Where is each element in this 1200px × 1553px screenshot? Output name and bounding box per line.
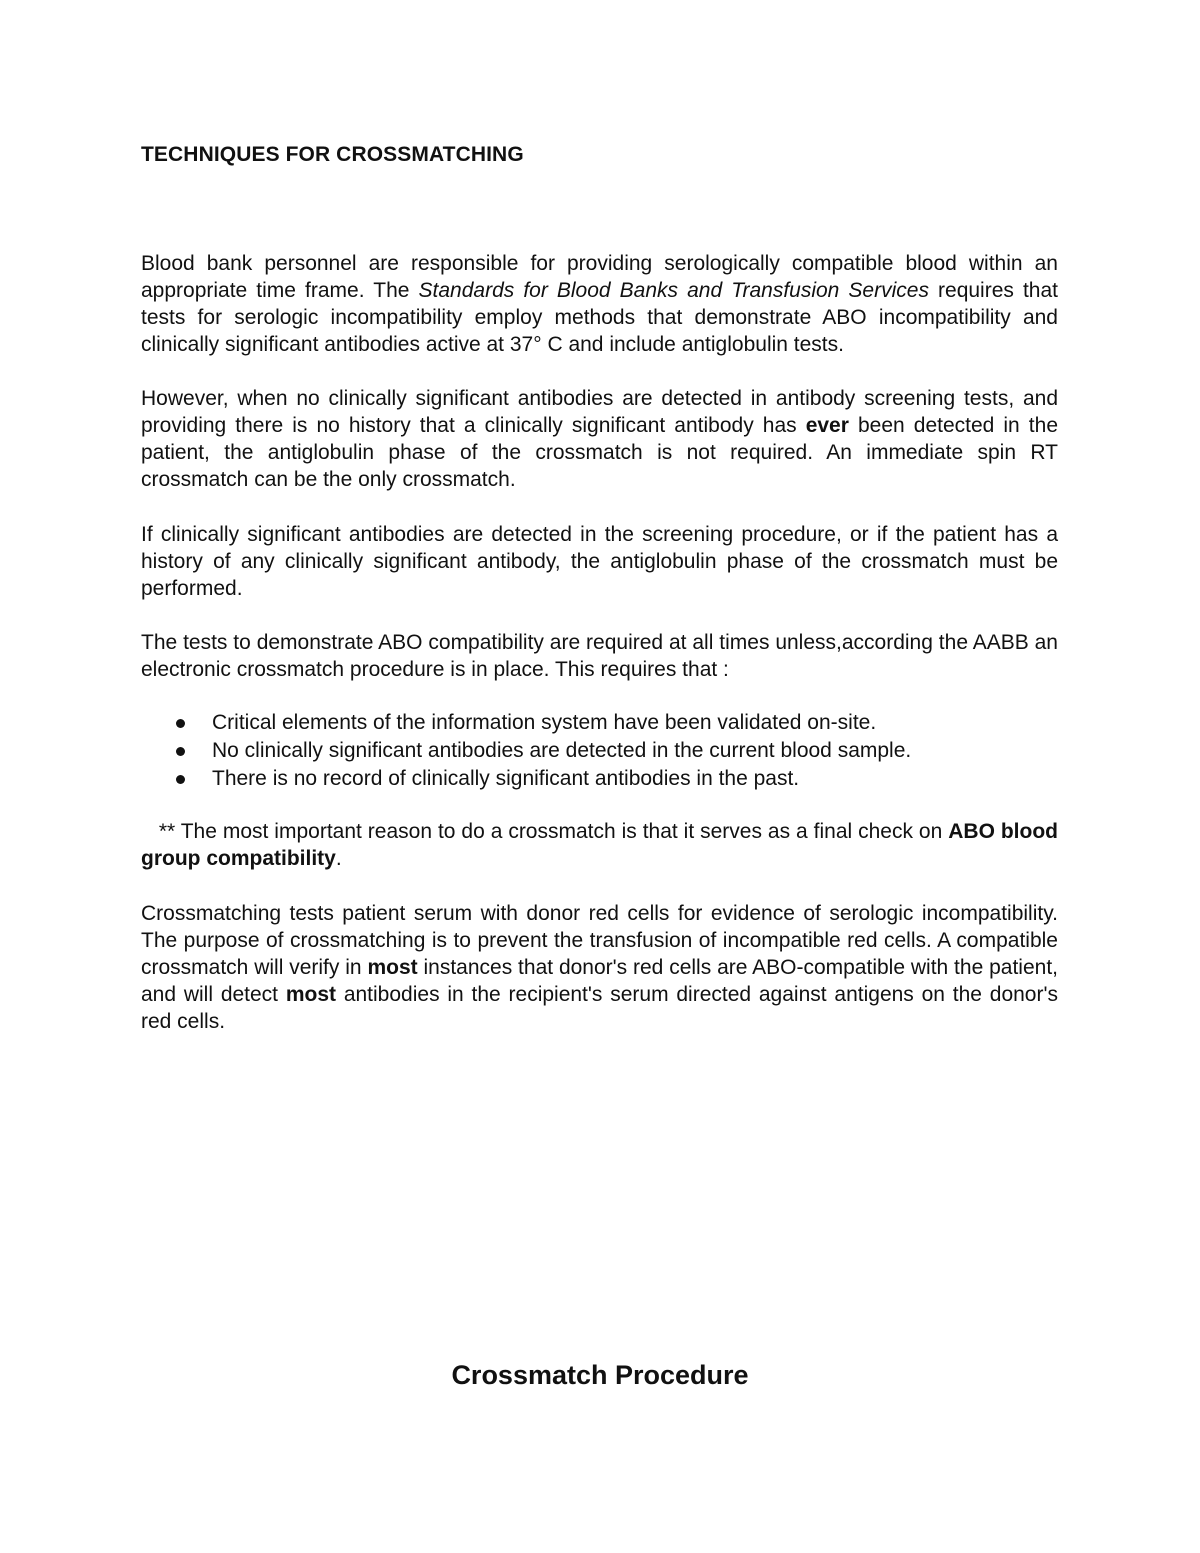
paragraph-final-check xyxy=(141,818,1064,872)
list-item-text: There is no record of clinically significant antibodies in the past. xyxy=(212,767,800,790)
requirements-list xyxy=(141,709,1058,793)
paragraph-text: been detected in the patient, the antiglobulin phase of the crossmatch is not required. An immediate spin RT crossmatch can be the only crossmatch. xyxy=(141,414,1058,491)
list-item xyxy=(141,737,1058,765)
paragraph-text: antibodies in the recipient's serum directed against antigens on the donor's red cells. xyxy=(141,983,1058,1033)
paragraph-text: ** The most important reason to do a crossmatch is that it serves as a final check on xyxy=(141,820,949,843)
paragraph-text: Blood bank personnel are responsible for providing serologically compatible blood within an appropriate time frame. The xyxy=(141,252,1058,302)
document-title: TECHNIQUES FOR CROSSMATCHING xyxy=(141,143,524,166)
list-item-text: No clinically significant antibodies are detected in the current blood sample. xyxy=(212,739,912,762)
paragraph-text: instances that donor's red cells are ABO-compatible with the patient, and will detect xyxy=(141,956,1058,1006)
paragraph-abo-compatibility: The tests to demonstrate ABO compatibility are required at all times unless,according the AABB an electronic crossmatch procedure is in place. This requires that : xyxy=(141,631,1058,681)
paragraph-standards xyxy=(141,250,1058,358)
standards-title-italic: Standards for Blood Banks and Transfusion Services xyxy=(418,279,929,302)
bullet-icon xyxy=(176,775,185,784)
paragraph-no-antibodies xyxy=(141,385,1058,493)
list-item xyxy=(141,709,1058,737)
paragraph-text: . xyxy=(335,847,342,870)
section-title: Crossmatch Procedure xyxy=(451,1360,749,1390)
bullet-icon xyxy=(176,719,185,728)
paragraph-antibodies-detected: If clinically significant antibodies are detected in the screening procedure, or if the patient has a history of any clinically significant antibody, the antiglobulin phase of the crossmatch must be performed. xyxy=(141,523,1058,600)
list-item-text: Critical elements of the information system have been validated on-site. xyxy=(212,711,877,734)
emphasis-ever: ever xyxy=(805,414,849,437)
emphasis-most: most xyxy=(285,983,337,1006)
paragraph-text: requires that tests for serologic incompatibility employ methods that demonstrate ABO incompatibility and clinically significant antibodies active at 37° C and include antiglobulin tests. xyxy=(141,279,1058,356)
emphasis-abo-compatibility: ABO blood group compatibility xyxy=(141,820,1064,870)
list-item xyxy=(141,765,1058,793)
bullet-icon xyxy=(176,747,185,756)
paragraph-text: However, when no clinically significant antibodies are detected in antibody screening tests, and providing there is no history that a clinically significant antibody has xyxy=(141,387,1058,437)
paragraph-crossmatching-purpose xyxy=(141,900,1058,1035)
paragraph-text: Crossmatching tests patient serum with donor red cells for evidence of serologic incompatibility. The purpose of crossmatching is to prevent the transfusion of incompatible red cells. A compatible crossmatch will verify in xyxy=(141,902,1058,979)
emphasis-most: most xyxy=(367,956,418,979)
